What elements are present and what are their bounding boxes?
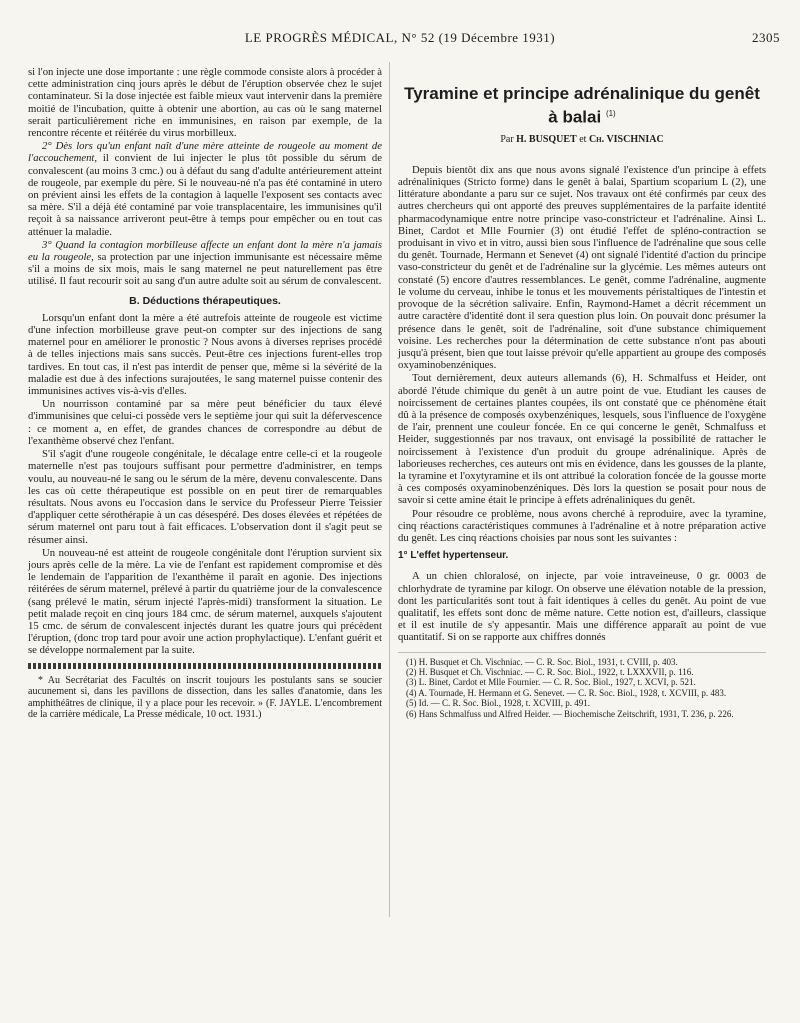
- running-header: [20, 30, 780, 48]
- authors-par: Par: [500, 133, 514, 145]
- journal-header: LE PROGRÈS MÉDICAL, N° 52 (19 Décembre 1931): [244, 30, 556, 45]
- paragraph: Un nourrisson contaminé par sa mère peut bénéficier du taux élevé d'immunisines que celui-ci possède vers le septième jour qui suit la défervescence : ce moment a, en effet, de grandes chances de correspondre au début de l'exanthème observé chez l'enfant.: [28, 398, 382, 447]
- reference: (2) H. Busquet et Ch. Vischniac. — C. R. Soc. Biol., 1922, t. LXXXVII, p. 116.: [406, 666, 694, 677]
- reference: (5) Id. — C. R. Soc. Biol., 1928, t. XCVIII, p. 491.: [406, 698, 590, 709]
- page-number: 2305: [752, 30, 780, 45]
- article-title-text: Tyramine et principe adrénalinique du genêt à balai: [404, 84, 760, 127]
- paragraph: Tout dernièrement, deux auteurs allemands (6), H. Schmalfuss et Heider, ont abordé l'étude chimique du genêt à un autre point de vue. Etudiant les causes de noircissement de certaines plantes coupées, ils ont constaté que ce phénomène était dû à la présence de composés oxybenzéniques, lesquels, sous l'influence de l'oxygène de l'air, prennent une couleur foncée. En ce qui concerne le genêt, Schmalfuss et Heider, suggestionnés par nos travaux, ont envisagé la possibilité de rattacher le noircissement à l'existence d'un produit du groupe adrénalinique. Après de laborieuses recherches, ces auteurs ont mis en évidence, dans les gousses de la plante, la tyramine et l'oxytyramine et ils ont attribué la coloration foncée de la gousse morte à ces composés oxyaminobenzéniques. Dès lors la question se posait pour nous de savoir si cette amine était le principe à effets adrénaliniques du genêt.: [398, 372, 766, 507]
- left-column: [28, 66, 382, 721]
- subsection-heading: 1° L'effet hypertenseur.: [398, 550, 509, 562]
- paragraph-body: sa protection par une injection immunisante est nécessaire même s'il a moins de six mois, mais le sang maternel ne peut naturellement pas être utilisé. Il faut recourir soit au sang d'un autre adulte soit au sérum de convalescent.: [28, 251, 383, 288]
- paragraph: Lorsqu'un enfant dont la mère a été autrefois atteinte de rougeole est victime d'une infection morbilleuse grave peut-on compter sur des injections de sang maternel pour en améliorer le pronostic ? Nous avons à diverses reprises procédé à de telles injections mais sans succès. Peut-être ces injections furent-elles trop tardives. En tout cas, il n'est pas interdit de penser que, même si la sévérité de la maladie est due à des infections surajoutées, le sang maternel puisse contenir des immunisines actives vis-à-vis d'elles.: [28, 311, 382, 398]
- right-column: [398, 84, 766, 719]
- ornamental-rule: [28, 663, 382, 669]
- paragraph-body: il convient de lui injecter le plus tôt possible du sérum de convalescent (au moins 3 cmc.) ou à défaut du sang d'adulte antérieurement atteint de rougeole, par exemple du père. Si le nouveau-né n'a pas été contaminé in utero on prévient ainsi les effets de la contagion à laquelle l'exposent ses contacts avec sa mère. S'il a déjà été contaminé par voie transplacentaire, les immunisines qu'il reçoit à sa naissance arriveront peut-être à temps pour empêcher ou en tout cas atténuer la maladie.: [28, 152, 382, 238]
- paragraph: [28, 140, 382, 238]
- paragraph: [28, 239, 382, 288]
- article-title: [398, 84, 766, 128]
- footnote-text: * Au Secrétariat des Facultés on inscrit toujours les postulants sans se soucier aucunement si, dans les pavillons de dissection, dans les salles d'anatomie, dans les amphithéâtres de clinique, il y a place pour les recevoir. » (F. JAYLE. L'encombrement de la carrière médicale, La Presse médicale, 10 oct. 1931.): [28, 674, 382, 721]
- reference: (4) A. Tournade, H. Hermann et G. Senevet. — C. R. Soc. Biol., 1928, t. XCVIII, p. 483.: [406, 687, 727, 698]
- paragraph: Un nouveau-né est atteint de rougeole congénitale dont l'éruption survient six jours après celle de la mère. La vie de l'enfant est rapidement compromise et dès le lendemain de l'apparition de l'exanthème il paraît en agonie. Des injections réitérées de sérum maternel, prélevé à partir du quatrième jour de la convalescence (sang prélevé le matin, sérum injecté l'après-midi) transforment la situation. Le petit malade reçoit en cinq jours 184 cmc. de sérum maternel, auxquels s'ajoutent 15 cmc. de sérum de convalescent injectés durant les quatre jours qui précèdent l'éruption, (donc trop tard pour avoir une action prophylactique). L'enfant guérit et se développe normalement par la suite.: [28, 546, 382, 657]
- reference: (6) Hans Schmalfuss und Alfred Heider. — Biochemische Zeitschrift, 1931, T. 236, p. 226.: [406, 708, 734, 719]
- column-divider: [389, 62, 390, 917]
- references: [398, 652, 766, 719]
- authors-et: et: [579, 133, 587, 145]
- author-name: Ch. VISCHNIAC: [588, 133, 664, 145]
- reference: (3) L. Binet, Cardot et Mlle Fournier. — C. R. Soc. Biol., 1927, t. XCVI, p. 521.: [406, 677, 696, 688]
- author-name: H. BUSQUET: [516, 133, 577, 145]
- section-heading: B. Déductions thérapeutiques.: [129, 294, 281, 307]
- paragraph: si l'on injecte une dose importante : une règle commode consiste alors à procéder à cette administration cinq jours après le début de l'éruption observée chez le sujet contaminateur. Si la dose injectée est faible mieux vaut intervenir dans la première moitié de l'incubation, quitte à obtenir une abortion, au cas où le sang maternel serait particulièrement riche en immunisines, en raison par exemple, de la rencontre récente et réitérée du virus morbilleux.: [28, 66, 382, 140]
- title-footnote-mark: (1): [605, 109, 616, 118]
- paragraph: A un chien chloralosé, on injecte, par voie intraveineuse, 0 gr. 0003 de chlorhydrate de tyramine par kilogr. On observe une élévation notable de la pression, dont les particularités sont tout à fait identiques à celles du genêt. Au point de vue qualitatif, les effets sont donc de même nature. Cette notion est, d'ailleurs, classique et il est inutile de s'y appesantir. Mais une différence apparaît au point de vue quantitatif. Si on se rapporte aux chiffres donnés: [398, 570, 766, 644]
- paragraph: S'il s'agit d'une rougeole congénitale, le décalage entre celle-ci et la rougeole maternelle n'est pas toujours suffisant pour permettre d'administrer, en temps voulu, au nouveau-né le sang ou le sérum de la mère, devenu convalescente. Dans les cas où cette thérapeutique est possible on en peut tirer de remarquables résultats. Nous avons eu l'occasion dans le service du Professeur Pierre Teissier d'appliquer cette sérothérapie à un cas désespéré. Des doses élevées et répétées de sérum maternel ont paru tout à fait efficaces. L'observation dont il s'agit peut se résumer ainsi.: [28, 448, 382, 546]
- paragraph-lead: 3° Quand la contagion morbilleuse affecte un enfant dont la mère n'a jamais eu la rougeole,: [28, 238, 382, 264]
- paragraph: Pour résoudre ce problème, nous avons cherché à reproduire, avec la tyramine, cinq réactions caractéristiques communes à l'adrénaline et à notre préparation active du genêt. Les cinq réactions choisies par nous sont les suivantes :: [398, 507, 766, 544]
- reference: (1) H. Busquet et Ch. Vischniac. — C. R. Soc. Biol., 1931, t. CVIII, p. 403.: [406, 656, 678, 667]
- paragraph: Depuis bientôt dix ans que nous avons signalé l'existence d'un principe à effets adrénaliniques (Stricto forme) dans le genêt à balai, Spartium scoparium L (2), une littérature abondante a paru sur ce sujet. Nos travaux ont été confirmés par ceux des autres chercheurs qui ont apporté des preuves supplémentaires de la parfaite identité pharmacodynamique entre notre principe vaso-constricteur et l'adrénaline. Ainsi L. Binet, Cardot et Mlle Fournier (3) ont étudié l'effet de spléno-contraction se produisant in vivo et in vitro, aussi bien sous l'influence de l'adrénaline que sous celle du genêt. Tournade, Hermann et Senevet (4) ont signalé l'identité d'action du principe vaso-constricteur du genêt et de l'adrénaline sur la glycémie. Les mêmes auteurs ont constaté (5) encore d'autres ressemblances. Le genêt, comme l'adrénaline, augmente le volume du cerveau, inhibe le tonus et les mouvements péristaltiques de l'intestin et provoque de la sécrétion salivaire. Enfin, Raymond-Hamet a décrit récemment un autre caractère d'identité dont il sera question plus loin. On pouvait donc présumer la présence dans le genêt, soit de l'adrénaline, soit d'une substance chimiquement voisine. Les recherches pour la détermination de cette substance n'ont pas abouti jusqu'à présent, bien que tout laisse prévoir qu'elle appartient au groupe des composés oxyaminobenzéniques.: [398, 163, 766, 372]
- footnote: [28, 675, 382, 721]
- article-authors: [398, 134, 766, 146]
- paragraph-lead: 2° Dès lors qu'un enfant naît d'une mère atteinte de rougeole au moment de l'accouchement,: [28, 140, 382, 165]
